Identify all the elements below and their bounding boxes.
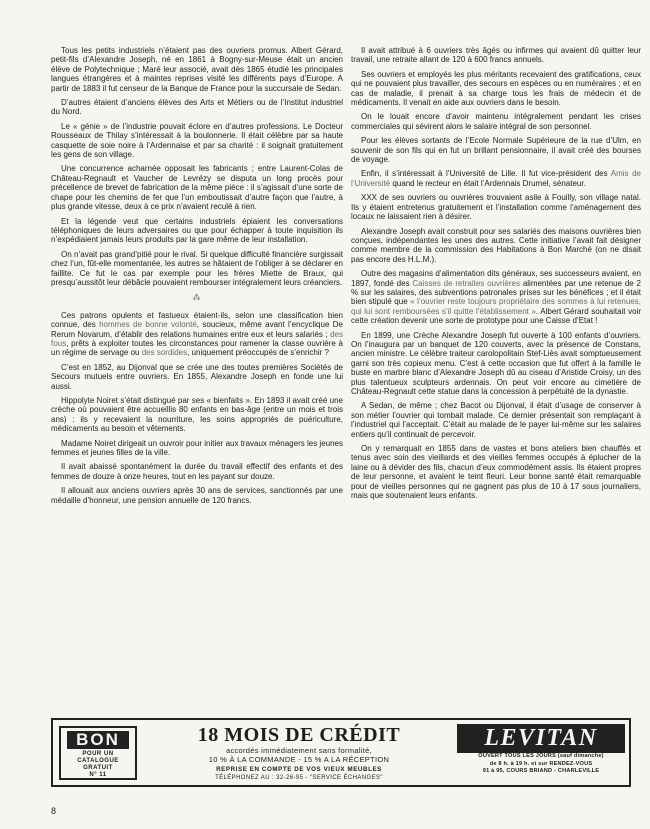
text-run: On n’avait pas grand’pitié pour le rival. Si quelque difficulté financière surgissait chez l’un, fût-elle momentanée, les autres se hâtaient de l’obliger à se déclarer en faillite. Ce fut le cas par exemple pour les frères Miette de Braux, qui presqu’aussitôt leur débâcle pouvaient rembourser intégralement leurs créanciers. [51, 249, 343, 287]
text-run: Une concurrence acharnée opposait les fabricants ; entre Laurent-Colas de Château-Regnault et Vaucher de Levrézy se disputa un long procès pour précellence de brevet de fabrication de la même pièce : il s’agissait d’une sorte de chape pour les chemins de fer que l’un emboutissait d’autre façon que l’autre, à plus grande vitesse, deux à ce prix n’avaient reculé à rien. [51, 164, 343, 212]
text-run: alimentées par une retenue de 2 % sur les salaires, des subventions patronales prises sur les bénéfices ; et il était bien stipulé que [351, 278, 641, 307]
text-run: , soucieux, même avant l’encyclique De Rerum Novarum, d’établir des relations humaines entre eux et leurs salariés ; [51, 320, 343, 339]
paragraph [51, 164, 343, 211]
levitan-hours: OUVERT TOUS LES JOURS (sauf dimanche) [478, 753, 604, 759]
text-run: Pour les élèves sortants de l’Ecole Normale Supérieure de la rue d’Ulm, en souvenir de son fils qui en fut un brillant pensionnaire, il avait créé des bourses de voyage. [351, 136, 641, 165]
levitan-appointment: de 8 h. à 19 h. et sur RENDEZ-VOUS [489, 760, 593, 767]
text-run: Madame Noiret dirigeait un ouvroir pour initier aux travaux ménagers les jeunes femmes et jeunes filles de la ville. [51, 438, 343, 458]
text-run: Alexandre Joseph avait construit pour ses salariés des maisons ouvrières bien conçues, indépendantes les unes des autres. Cette initiative l’avait fait désigner comme membre de la commission des Habitations à Bon Marché (on ne disait pas encore des H.L.M.). [351, 226, 641, 264]
text-run: On y remarquait en 1855 dans de vastes et bons ateliers bien chauffés et tenus avec soin des vieillards et des vieilles femmes occupés à éplucher de la laine ou à dévider des fils, chacun d’eux commodément assis. Ils étaient propres de leur personne, et avaient le teint fleuri. Leur bonne santé était remarquable pour de vieilles personnes qui ne gagnent pas plus de 10 à 17 sous journaliers, mais que soutenaient leurs enfants. [351, 444, 641, 501]
paragraph [351, 169, 641, 188]
advertisement-banner [51, 718, 631, 787]
paragraph [51, 486, 343, 505]
paragraph [351, 401, 641, 439]
highlighted-phrase: des fous [51, 329, 343, 348]
coupon-title: BON [67, 731, 129, 749]
credit-offer [149, 724, 449, 783]
paragraph [351, 46, 641, 65]
coupon-line: GRATUIT [83, 765, 113, 771]
paragraph [51, 217, 343, 245]
text-run: Et la légende veut que certains industriels épiaient les conversations téléphoniques de leurs adversaires ou que pour échapper à toute inquisition ils n’expédiaient jamais leurs produits par la gare même de leur installation. [51, 216, 343, 245]
text-run: , prêts à exploiter toutes les circonstances pour ramener la classe ouvrière à un régime de servage ou [51, 338, 343, 358]
credit-line: 10 % À LA COMMANDE - 15 % A LA RÉCEPTION [208, 755, 390, 764]
paragraph [351, 269, 641, 325]
right-text-column [351, 46, 641, 505]
left-text-column [51, 46, 343, 510]
levitan-logo: LEVITAN [457, 724, 625, 753]
paragraph [351, 444, 641, 500]
catalogue-coupon [59, 726, 137, 780]
paragraph [351, 112, 641, 131]
text-run: Hippolyte Noiret s’était distingué par ses « bienfaits ». En 1893 il avait créé une crèche où pouvaient être accueillis 80 enfants en bas-âge (entre un mois et trois ans) : ils y recevaient la nourriture, les soins appropriés de puériculture, médicaments au besoin et vêtements. [51, 396, 343, 434]
text-run: Il allouait aux anciens ouvriers après 30 ans de services, sanctionnés par une médaille d’honneur, une pension annuelle de 120 francs. [51, 486, 343, 505]
paragraph [51, 396, 343, 434]
paragraph [351, 70, 641, 108]
text-run: C’est en 1852, au Dijonval que se crée une des toutes premières Sociétés de Secours mutuels entre ouvriers. En 1855, Alexandre Joseph en fonde une lui aussi. [51, 362, 343, 391]
text-run: Tous les petits industriels n’étaient pas des ouvriers promus. Albert Gérard, petit-fils d’Alexandre Joseph, né en 1861 à Bogny-sur-Meuse était un ancien élève de Polytechnique ; Maré leur associé, avait dès 1865 étudié les principales langues étrangères et à maintes reprises visité les différents pays d’Europe. A partir de 1883 il fut censeur de la Banque de France pour la succursale de Sedan. [51, 46, 343, 93]
text-run: Il avait attribué à 6 ouvriers très âgés ou infirmes qui avaient dû quitter leur travail, une retraite allant de 120 à 600 francs annuels. [351, 46, 641, 65]
credit-phone: TÉLÉPHONEZ AU : 32-26-95 - "SERVICE ÉCHANGES" [215, 775, 383, 781]
highlighted-phrase: « l’ouvrier reste toujours propriétaire des sommes à lui retenues, qui lui sont remboursées s’il quitte l’établissement » [351, 297, 641, 316]
text-run: D’autres étaient d’anciens élèves des Arts et Métiers ou de l’Institut industriel du Nord. [51, 98, 343, 117]
paragraph [351, 331, 641, 397]
paragraph [51, 46, 343, 93]
text-run: XXX de ses ouvriers ou ouvrières trouvaient asile à Fouilly, son village natal. Ils y étaient entretenus gratuitement et l’installation comme l’aménagement des locaux ne laissaient rien à désirer. [351, 193, 641, 222]
text-run: Ses ouvriers et employés les plus méritants recevaient des gratifications, ceux qui ne pouvaient plus travailler, des secours en espèces ou en numéraires ; et en cas de maladie, il prenait à sa charge tous les frais de médecin et de médicaments. Il venait en aide aux ouvriers dans le besoin. [351, 69, 641, 108]
text-run: Ces patrons opulents et fastueux étaient-ils, selon une classification bien connue, des [51, 310, 343, 330]
paragraph [51, 98, 343, 117]
coupon-line: CATALOGUE [77, 758, 119, 764]
levitan-address: 91 à 95, COURS BRIAND - CHARLEVILLE [482, 768, 600, 774]
paragraph [51, 439, 343, 458]
highlighted-phrase: des sordides [141, 348, 188, 358]
highlighted-phrase: Amis de l’Université [351, 169, 641, 188]
text-run: On le louait encore d’avoir maintenu intégralement pendant les crises commerciales qui sévirent alors le salaire intégral de son personnel. [351, 112, 641, 131]
levitan-block [457, 724, 625, 776]
paragraph [351, 227, 641, 265]
paragraph [351, 193, 641, 221]
paragraph [51, 363, 343, 391]
text-run: Il avait abaissé spontanément la durée du travail effectif des enfants et des femmes de douze à onze heures, tout en les payant sur douze. [51, 462, 343, 481]
paragraph [51, 311, 343, 358]
paragraph [51, 250, 343, 288]
highlighted-phrase: hommes de bonne volonté [99, 320, 197, 330]
text-run: quand le recteur en était l’Ardennais Drumel, sénateur. [390, 178, 586, 188]
paragraph [51, 122, 343, 160]
credit-line: accordés immédiatement sans formalité, [225, 746, 373, 755]
text-run: A Sedan, de même ; chez Bacot ou Dijonval, il était d’usage de conserver à son métier l’ouvrier qui tombait malade. Ce dernier présentait son remplaçant à l’industriel qui l’acceptait. C’était au malade de le payer lui-même sur les salaires entiers qu’il continuait de percevoir. [351, 401, 641, 439]
page-number: 8 [51, 806, 57, 816]
paragraph [351, 136, 641, 164]
text-run: Enfin, il s’intéressait à l’Université de Lille. Il fut vice-président des [361, 169, 611, 179]
highlighted-phrase: Caisses de retraites ouvrières [412, 278, 520, 288]
text-run: Le « génie » de l’industrie pouvait éclore en d’autres professions. Le Docteur Rousseaux de Thilay s’intéressait à la boulonnerie. Il était célèbre par sa haute casquette de soie noire à l’Ardennaise et par sa charité : il soignait gratuitement les gens de son village. [51, 121, 343, 160]
text-run: En 1899, une Crèche Alexandre Joseph fut ouverte à 100 enfants d’ouvriers. On l’inaugura par un banquet de 120 couverts, avec la présence de Constans, ancien ministre. Le célèbre traiteur carolopolitain Stef-Liès avait somptueusement garni son très copieux menu. C’est à cette occasion que fut offert à la famille le buste en marbre blanc d’Alexandre Joseph dû au ciseau d’Aristide Croisy, un des plus talentueux sculpteurs ardennais. On peut voir encore au cimetière de Château-Regnault cette statue dans la concession à perpétuité de la dynastie. [351, 330, 641, 396]
credit-headline: 18 MOIS DE CRÉDIT [197, 724, 401, 746]
text-run: Outre des magasins d’alimentation dits généraux, ses successeurs avaient, en 1897, fondé des [351, 269, 641, 288]
coupon-line: POUR UN [82, 751, 114, 757]
text-run: , uniquement préoccupés de s’enrichir ? [187, 348, 329, 358]
text-run: . Albert Gérard souhaitait voir cette création devenir une sorte de prototype pour une Caisse d’Etat ! [351, 306, 642, 326]
coupon-line: N° 11 [89, 772, 107, 778]
section-separator: ⁂ [192, 293, 202, 303]
credit-line: REPRISE EN COMPTE DE VOS VIEUX MEUBLES [216, 766, 382, 773]
paragraph [51, 462, 343, 481]
